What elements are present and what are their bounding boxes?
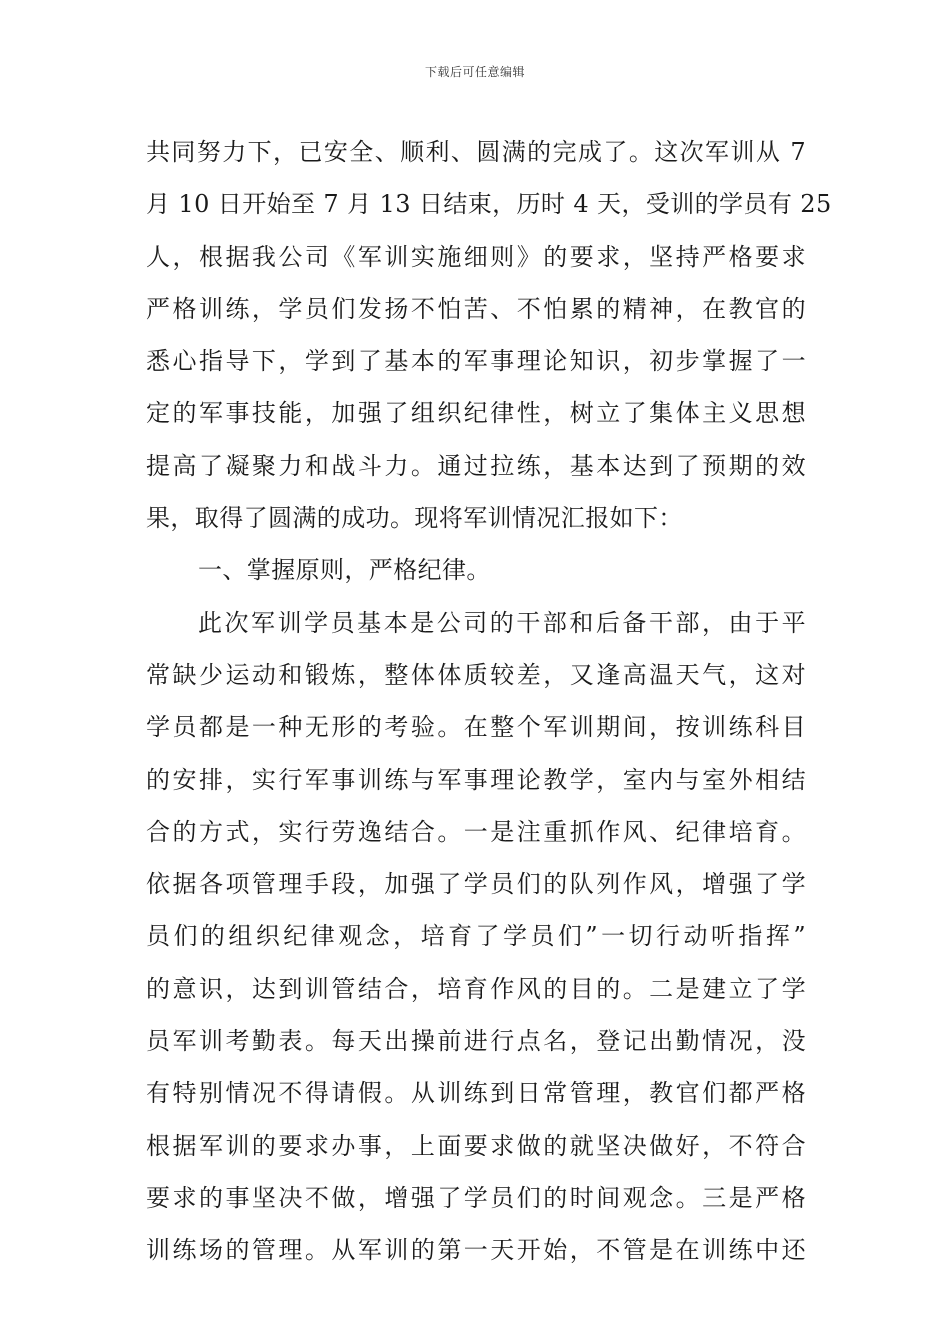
text-line: 的安排，实行军事训练与军事理论教学，室内与室外相结 — [146, 765, 806, 794]
text-line: 悉心指导下，学到了基本的军事理论知识，初步掌握了一 — [146, 347, 806, 376]
text-line: 要求的事坚决不做，增强了学员们的时间观念。三是严格 — [146, 1183, 806, 1212]
text-line: 提高了凝聚力和战斗力。通过拉练，基本达到了预期的效 — [146, 451, 806, 480]
text-line: 根据军训的要求办事，上面要求做的就坚决做好，不符合 — [146, 1131, 806, 1160]
text-line: 员们的组织纪律观念，培育了学员们”一切行动听指挥” — [146, 922, 806, 951]
text-line: 依据各项管理手段，加强了学员们的队列作风，增强了学 — [146, 870, 806, 899]
text-line: 共同努力下，已安全、顺利、圆满的完成了。这次军训从 7 — [146, 138, 806, 166]
text-line: 果，取得了圆满的成功。现将军训情况汇报如下： — [146, 504, 683, 533]
text-line: 常缺少运动和锻炼，整体体质较差，又逢高温天气，这对 — [146, 660, 806, 689]
text-line: 人，根据我公司《军训实施细则》的要求，坚持严格要求 — [146, 242, 806, 271]
text-line: 此次军训学员基本是公司的干部和后备干部，由于平 — [198, 608, 806, 637]
document-body — [146, 126, 832, 1277]
text-line: 员军训考勤表。每天出操前进行点名，登记出勤情况，没 — [146, 1027, 806, 1056]
text-line: 合的方式，实行劳逸结合。一是注重抓作风、纪律培育。 — [146, 817, 806, 846]
text-line: 定的军事技能，加强了组织纪律性，树立了集体主义思想 — [146, 399, 806, 428]
text-line: 月 10 日开始至 7 月 13 日结束，历时 4 天，受训的学员有 25 — [146, 190, 832, 219]
text-line: 学员都是一种无形的考验。在整个军训期间，按训练科目 — [146, 713, 806, 742]
section-heading: 一、掌握原则，严格纪律。 — [198, 556, 491, 585]
text-line: 的意识，达到训管结合，培育作风的目的。二是建立了学 — [146, 974, 806, 1003]
text-line: 严格训练，学员们发扬不怕苦、不怕累的精神，在教官的 — [146, 294, 806, 323]
page-header-note: 下载后可任意编辑 — [424, 65, 525, 79]
text-line: 训练场的管理。从军训的第一天开始，不管是在训练中还 — [146, 1236, 806, 1265]
text-line: 有特别情况不得请假。从训练到日常管理，教官们都严格 — [146, 1079, 806, 1108]
